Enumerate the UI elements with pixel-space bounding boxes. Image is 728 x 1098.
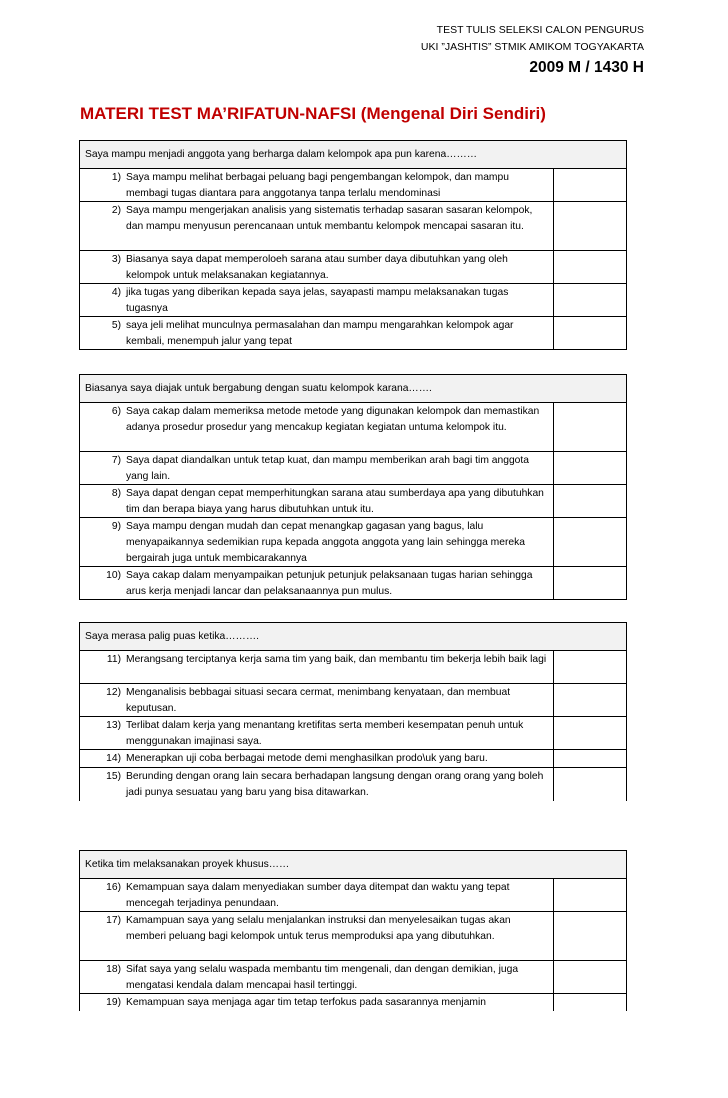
question-number: 14) bbox=[106, 753, 121, 764]
question-text: Kemampuan saya menjaga agar tim tetap terfokus pada sasarannya menjamin bbox=[126, 997, 487, 1008]
question-cell bbox=[80, 684, 554, 716]
question-row bbox=[80, 879, 626, 912]
header-line-1: TEST TULIS SELEKSI CALON PENGURUS bbox=[436, 24, 644, 36]
question-text: Saya mampu melihat berbagai peluang bagi pengembangan kelompok, dan mampu membagi tugas diantara para anggotanya tanpa terlalu mendominasi bbox=[126, 172, 509, 199]
question-cell bbox=[80, 750, 554, 767]
question-number: 1) bbox=[111, 172, 121, 183]
question-text: Kamampuan saya yang selalu menjalankan instruksi dan menyelesaikan tugas akan memberi peluang bagi kelompok untuk terus memproduksi apa yang dibutuhkan. bbox=[126, 915, 511, 942]
question-row bbox=[80, 567, 626, 599]
question-number: 3) bbox=[111, 254, 121, 265]
answer-cell[interactable] bbox=[554, 750, 626, 767]
answer-cell[interactable] bbox=[554, 518, 626, 566]
answer-cell[interactable] bbox=[554, 284, 626, 316]
question-row bbox=[80, 202, 626, 251]
question-text: Merangsang terciptanya kerja sama tim yang baik, dan membantu tim bekerja lebih baik lagi bbox=[126, 654, 547, 665]
question-text: saya jeli melihat munculnya permasalahan dan mampu mengarahkan kelompok agar kembali, menempuh jalur yang tepat bbox=[126, 320, 514, 347]
question-row bbox=[80, 651, 626, 684]
question-cell bbox=[80, 912, 554, 960]
question-number: 6) bbox=[111, 406, 121, 417]
question-cell bbox=[80, 994, 554, 1011]
answer-cell[interactable] bbox=[554, 317, 626, 349]
question-row bbox=[80, 684, 626, 717]
question-cell bbox=[80, 485, 554, 517]
question-text: jika tugas yang diberikan kepada saya jelas, sayapasti mampu melaksanakan tugas tugasnya bbox=[126, 287, 509, 314]
answer-cell[interactable] bbox=[554, 684, 626, 716]
question-cell bbox=[80, 403, 554, 451]
question-text: Saya dapat diandalkan untuk tetap kuat, dan mampu memberikan arah bagi tim anggota yang lain. bbox=[126, 455, 529, 482]
question-cell bbox=[80, 518, 554, 566]
question-text: Saya cakap dalam memeriksa metode metode yang digunakan kelompok dan memastikan adanya prosedur prosedur yang mencakup kegiatan kegiatan untuma kelompok itu. bbox=[126, 406, 540, 433]
question-cell bbox=[80, 717, 554, 749]
question-text: Sifat saya yang selalu waspada membantu tim mengenali, dan dengan demikian, juga mengatasi kendala dalam mencapai hasil tertinggi. bbox=[126, 964, 519, 991]
question-row bbox=[80, 452, 626, 485]
question-text: Berunding dengan orang lain secara berhadapan langsung dengan orang orang yang boleh jadi punya sesuatau yang baru yang bisa ditawarkan. bbox=[126, 771, 544, 798]
question-number: 18) bbox=[106, 964, 121, 975]
question-cell bbox=[80, 284, 554, 316]
question-cell bbox=[80, 961, 554, 993]
answer-cell[interactable] bbox=[554, 717, 626, 749]
question-cell bbox=[80, 768, 554, 801]
question-row bbox=[80, 717, 626, 750]
question-row bbox=[80, 169, 626, 202]
question-number: 10) bbox=[106, 570, 121, 581]
answer-cell[interactable] bbox=[554, 403, 626, 451]
question-text: Kemampuan saya dalam menyediakan sumber daya ditempat dan waktu yang tepat mencegah terjadinya penundaan. bbox=[126, 882, 510, 909]
section-heading: Ketika tim melaksanakan proyek khusus…… bbox=[80, 851, 626, 879]
question-number: 13) bbox=[106, 720, 121, 731]
question-number: 8) bbox=[111, 488, 121, 499]
question-text: Biasanya saya dapat memperoloeh sarana atau sumber daya dibutuhkan yang oleh kelompok untuk melaksanakan kegiatannya. bbox=[126, 254, 508, 281]
question-cell bbox=[80, 202, 554, 250]
question-row bbox=[80, 768, 626, 801]
question-row bbox=[80, 317, 626, 349]
answer-cell[interactable] bbox=[554, 879, 626, 911]
answer-cell[interactable] bbox=[554, 485, 626, 517]
question-text: Saya cakap dalam menyampaikan petunjuk petunjuk pelaksanaan tugas harian sehingga arus kerja menjadi lancar dan pelaksanaannya pun mulus. bbox=[126, 570, 533, 597]
section-heading: Saya merasa palig puas ketika………. bbox=[80, 623, 626, 651]
answer-cell[interactable] bbox=[554, 202, 626, 250]
header-line-2: UKI ”JASHTIS” STMIK AMIKOM TOGYAKARTA bbox=[420, 41, 644, 53]
question-number: 4) bbox=[111, 287, 121, 298]
question-cell bbox=[80, 651, 554, 683]
question-number: 11) bbox=[106, 654, 121, 665]
question-number: 19) bbox=[106, 997, 121, 1008]
question-section-2 bbox=[79, 374, 627, 600]
question-cell bbox=[80, 317, 554, 349]
answer-cell[interactable] bbox=[554, 768, 626, 801]
question-row bbox=[80, 750, 626, 768]
question-text: Terlibat dalam kerja yang menantang kretifitas serta memberi kesempatan penuh untuk menggunakan imajinasi saya. bbox=[126, 720, 524, 747]
question-row bbox=[80, 284, 626, 317]
question-number: 12) bbox=[106, 687, 121, 698]
question-text: Saya mampu mengerjakan analisis yang sistematis terhadap sasaran sasaran kelompok, dan mampu menyusun perencanaan untuk membantu kelompok mencapai sasaran itu. bbox=[126, 205, 533, 232]
answer-cell[interactable] bbox=[554, 994, 626, 1011]
question-cell bbox=[80, 452, 554, 484]
answer-cell[interactable] bbox=[554, 961, 626, 993]
question-row bbox=[80, 912, 626, 961]
question-number: 9) bbox=[111, 521, 121, 532]
question-text: Saya mampu dengan mudah dan cepat menangkap gagasan yang bagus, lalu menyapaikannya sedemikian rupa kepada anggota anggota yang lain sehingga mereka bergairah juga untuk membicarakannya bbox=[126, 521, 525, 564]
question-section-4 bbox=[79, 850, 627, 1011]
question-section-1 bbox=[79, 140, 627, 350]
question-row bbox=[80, 994, 626, 1011]
question-row bbox=[80, 485, 626, 518]
answer-cell[interactable] bbox=[554, 651, 626, 683]
question-cell bbox=[80, 169, 554, 201]
question-section-3 bbox=[79, 622, 627, 801]
question-number: 15) bbox=[106, 771, 121, 782]
header-year: 2009 M / 1430 H bbox=[529, 59, 644, 76]
question-row bbox=[80, 961, 626, 994]
answer-cell[interactable] bbox=[554, 912, 626, 960]
section-heading: Biasanya saya diajak untuk bergabung dengan suatu kelompok karana……. bbox=[80, 375, 626, 403]
answer-cell[interactable] bbox=[554, 169, 626, 201]
question-cell bbox=[80, 251, 554, 283]
question-cell bbox=[80, 567, 554, 599]
question-number: 7) bbox=[111, 455, 121, 466]
question-number: 16) bbox=[106, 882, 121, 893]
section-heading: Saya mampu menjadi anggota yang berharga dalam kelompok apa pun karena……… bbox=[80, 141, 626, 169]
question-row bbox=[80, 251, 626, 284]
page-title: MATERI TEST MA’RIFATUN-NAFSI (Mengenal Diri Sendiri) bbox=[80, 104, 546, 123]
answer-cell[interactable] bbox=[554, 567, 626, 599]
question-number: 17) bbox=[106, 915, 121, 926]
question-cell bbox=[80, 879, 554, 911]
question-text: Saya dapat dengan cepat memperhitungkan sarana atau sumberdaya apa yang dibutuhkan tim dan berapa biaya yang harus dibutuhkan untuk itu. bbox=[126, 488, 544, 515]
question-row bbox=[80, 403, 626, 452]
document-header bbox=[421, 22, 644, 80]
question-text: Menerapkan uji coba berbagai metode demi menghasilkan prodo\uk yang baru. bbox=[126, 753, 488, 764]
answer-cell[interactable] bbox=[554, 452, 626, 484]
question-number: 2) bbox=[111, 205, 121, 216]
question-row bbox=[80, 518, 626, 567]
question-text: Menganalisis bebbagai situasi secara cermat, menimbang kenyataan, dan membuat keputusan. bbox=[126, 687, 511, 714]
question-number: 5) bbox=[111, 320, 121, 331]
answer-cell[interactable] bbox=[554, 251, 626, 283]
